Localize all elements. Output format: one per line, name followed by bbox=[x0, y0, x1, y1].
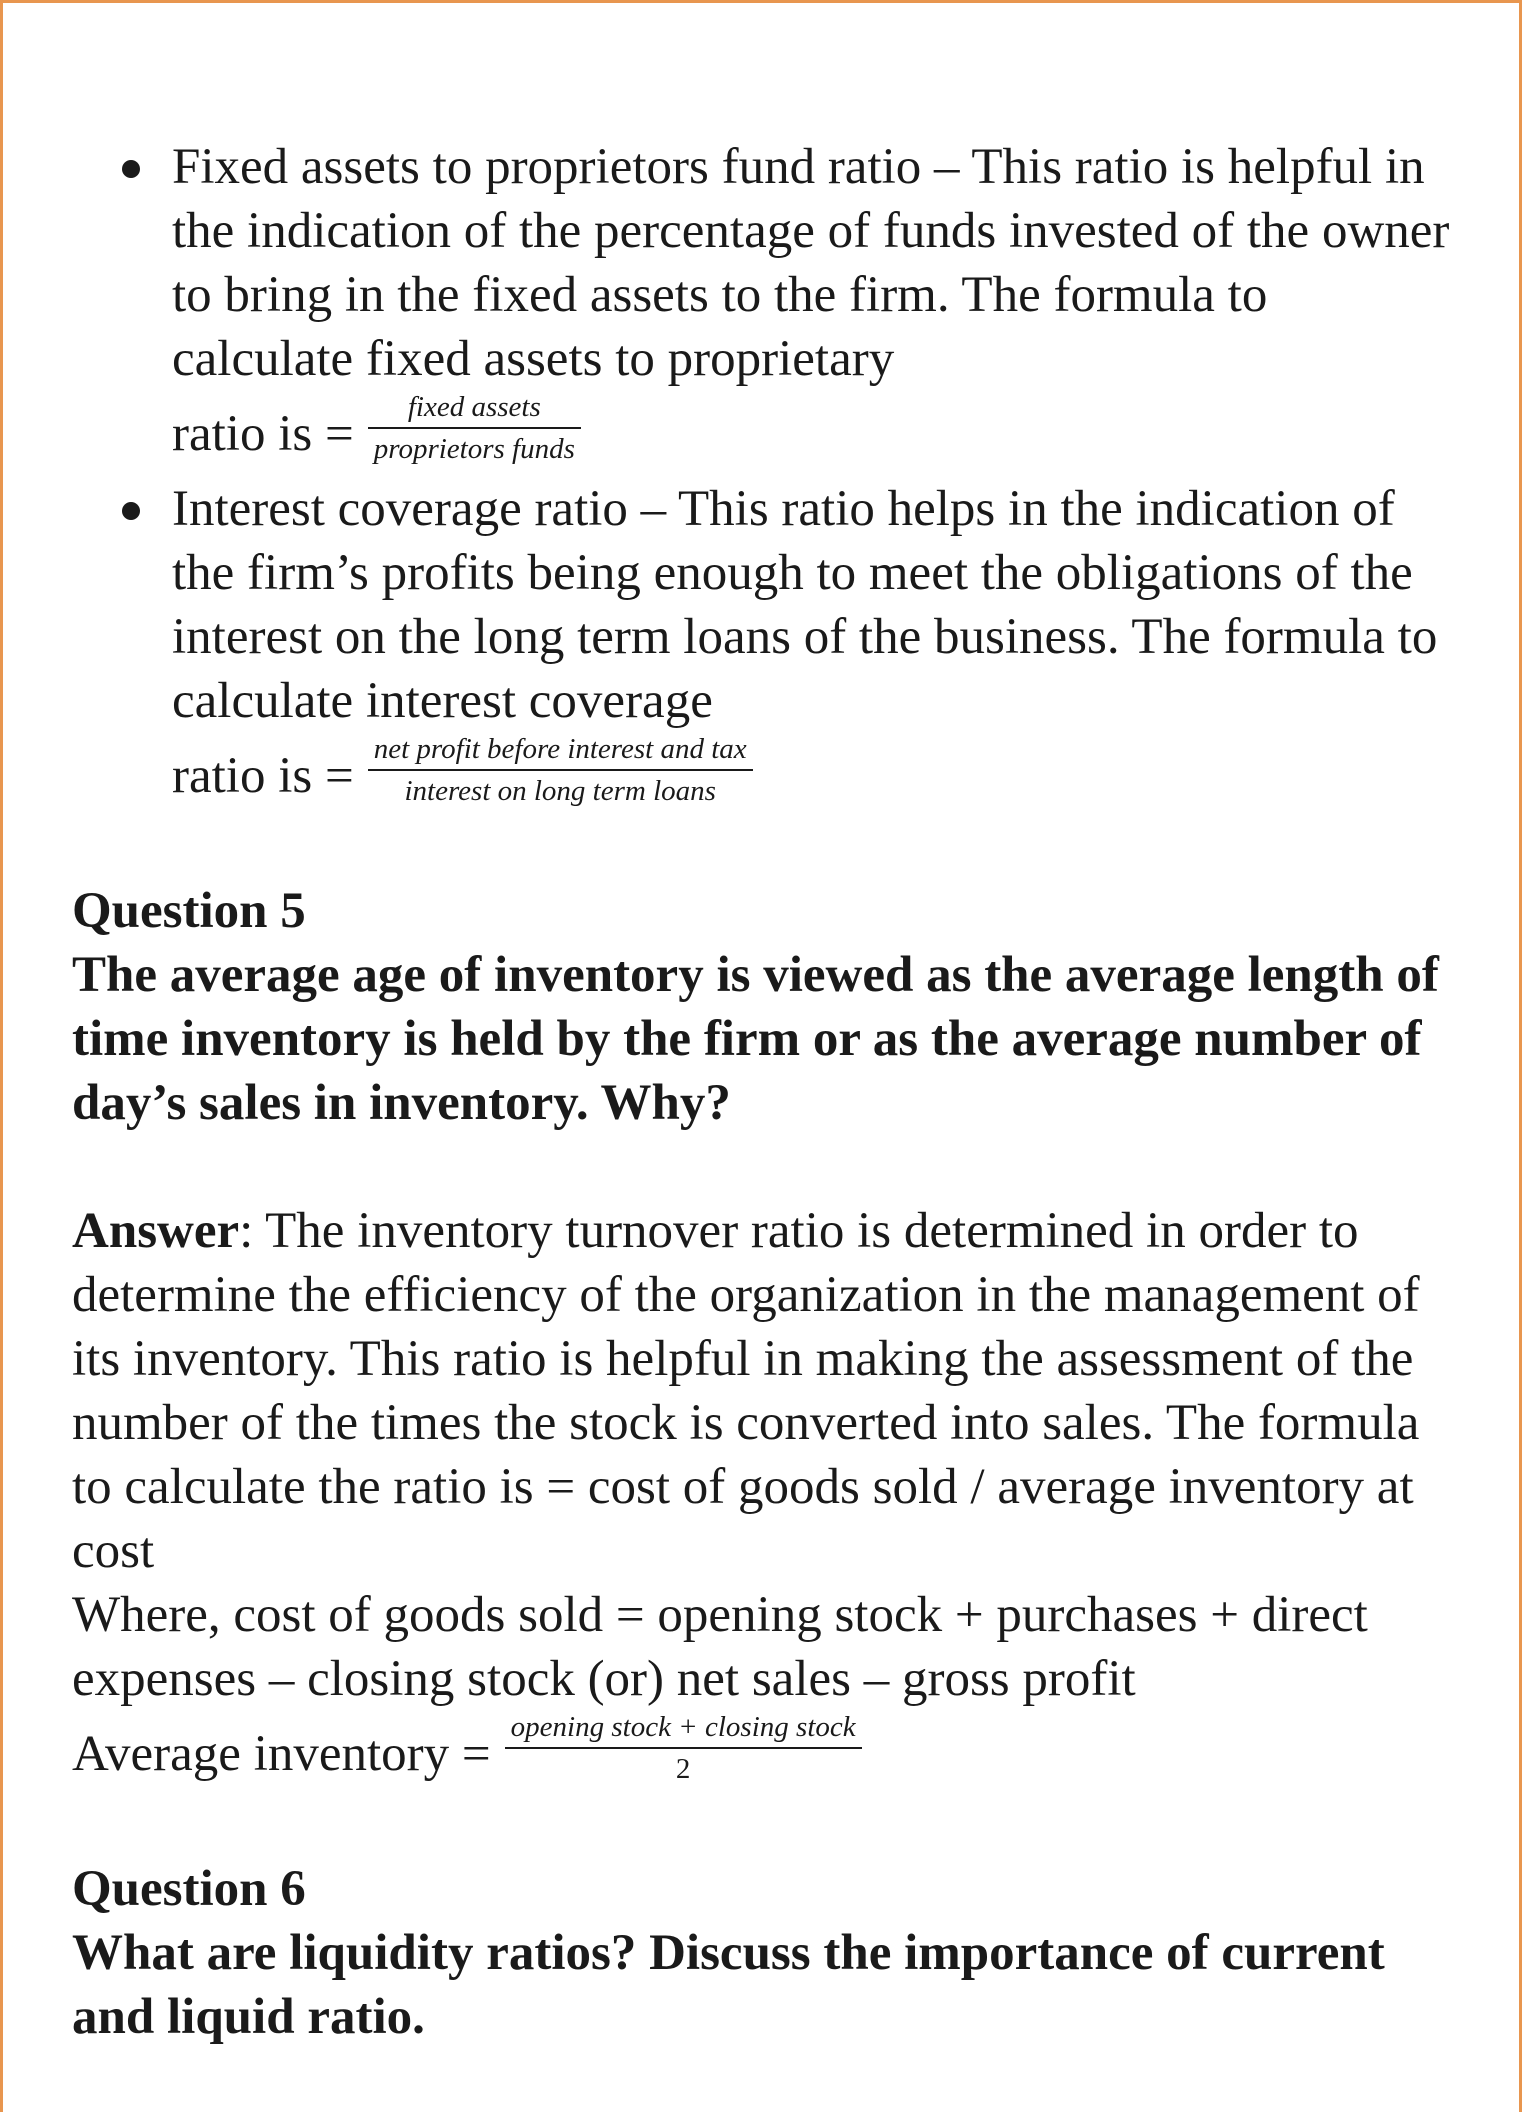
answer-label: Answer bbox=[72, 1203, 240, 1259]
fraction bbox=[505, 1707, 862, 1789]
fraction-denominator: 2 bbox=[675, 1753, 691, 1785]
bullet-icon bbox=[122, 160, 140, 178]
fraction-numerator: net profit before interest and tax bbox=[368, 729, 753, 771]
list-item bbox=[72, 135, 1452, 477]
fraction-denominator: interest on long term loans bbox=[404, 775, 716, 807]
formula-lead: ratio is = bbox=[172, 405, 354, 462]
formula-lead: ratio is = bbox=[172, 747, 354, 804]
formula-fixed-assets bbox=[172, 391, 1452, 477]
fraction-denominator: proprietors funds bbox=[373, 433, 575, 465]
fraction bbox=[368, 729, 753, 811]
answer-5 bbox=[72, 1199, 1452, 1583]
question-5-heading: Question 5 bbox=[72, 883, 306, 939]
list-item bbox=[72, 477, 1452, 819]
answer-where-text: Where, cost of goods sold = opening stock + purchases + direct expenses – closing stock (or) net sales – gross profit bbox=[72, 1587, 1368, 1707]
formula-average-inventory bbox=[72, 1711, 1452, 1797]
fraction bbox=[368, 387, 581, 469]
bullet-text: Interest coverage ratio – This ratio helps in the indication of the firm’s profits being enough to meet the obligations of the interest on the long term loans of the business. The formula to calculate interest coverage bbox=[172, 481, 1438, 729]
fraction-numerator: fixed assets bbox=[368, 387, 581, 429]
bullet-text: Fixed assets to proprietors fund ratio – This ratio is helpful in the indication of the percentage of funds invested of the owner to bring in the fixed assets to the firm. The formula to calculate fixed assets to proprietary bbox=[172, 139, 1450, 387]
bullet-list bbox=[72, 135, 1452, 819]
bullet-icon bbox=[122, 502, 140, 520]
formula-interest-coverage bbox=[172, 733, 1452, 819]
page-content bbox=[72, 135, 1452, 2049]
question-5-text: The average age of inventory is viewed as the average length of time inventory is held by the firm or as the average number of day’s sales in inventory. Why? bbox=[72, 947, 1439, 1131]
formula-lead: Average inventory = bbox=[72, 1725, 491, 1782]
fraction-numerator: opening stock + closing stock bbox=[505, 1707, 862, 1749]
question-6-text: What are liquidity ratios? Discuss the importance of current and liquid ratio. bbox=[72, 1925, 1385, 2045]
question-6-heading: Question 6 bbox=[72, 1861, 306, 1917]
answer-text: : The inventory turnover ratio is determined in order to determine the efficiency of the organization in the management of its inventory. This ratio is helpful in making the assessment of the number of the times the stock is converted into sales. The formula to calculate the ratio is = cost of goods sold / average inventory at cost bbox=[72, 1203, 1420, 1579]
